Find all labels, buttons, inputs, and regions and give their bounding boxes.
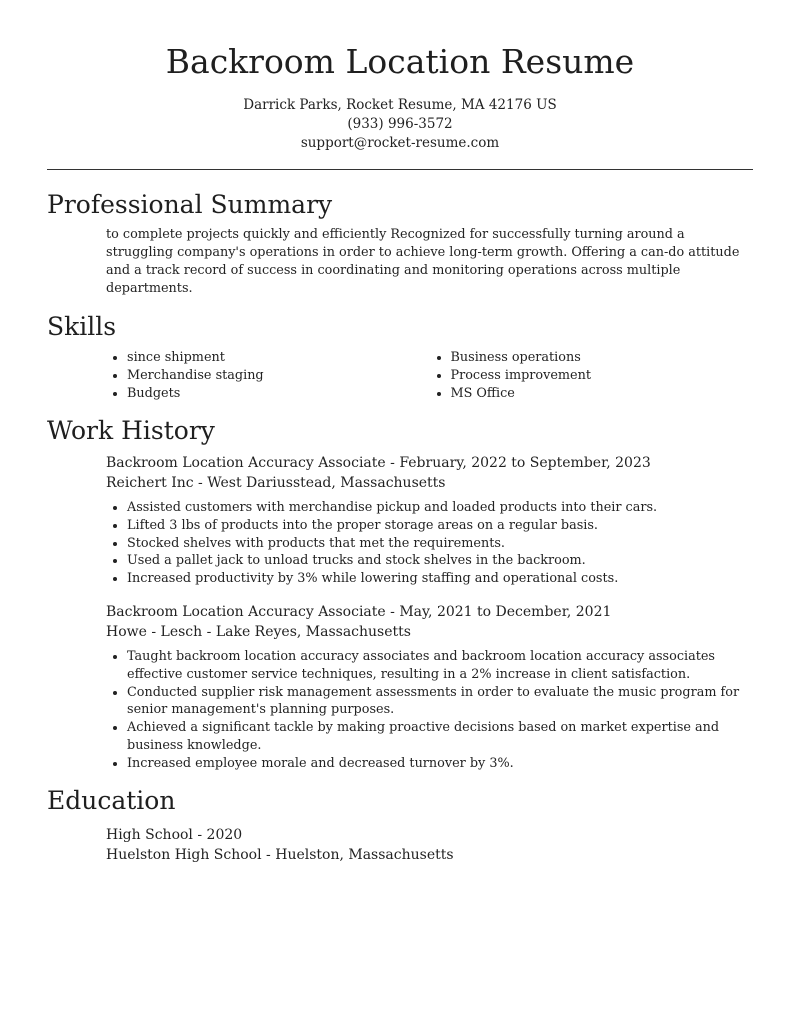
- header-divider: [47, 169, 753, 170]
- job-bullet: • Lifted 3 lbs of products into the proper storage areas on a regular basis.: [127, 517, 753, 535]
- education-location: Huelston, Massachusetts: [275, 846, 454, 863]
- job-location: West Dariusstead, Massachusetts: [207, 475, 446, 491]
- job-company-line: [106, 473, 753, 493]
- education-degree-line: [106, 825, 753, 845]
- work-history-section: [47, 415, 753, 773]
- job-bullet: • Increased productivity by 3% while lowering staffing and operational costs.: [127, 570, 753, 588]
- education-school: Huelston High School: [106, 846, 262, 863]
- job-company-line: [106, 622, 753, 642]
- skill-item: • Budgets: [127, 385, 430, 403]
- education-year: 2020: [206, 826, 243, 843]
- job-company: Howe - Lesch: [106, 623, 203, 640]
- skills-column-right: [430, 349, 754, 403]
- job-entry: [106, 453, 753, 588]
- separator: -: [202, 623, 216, 640]
- job-company: Reichert Inc: [106, 475, 194, 491]
- skills-list: [106, 349, 753, 403]
- separator: -: [193, 475, 208, 491]
- resume-title: Backroom Location Resume: [165, 42, 635, 81]
- job-dates: May, 2021 to December, 2021: [399, 603, 612, 620]
- resume-header: [47, 0, 753, 153]
- skills-heading: Skills: [47, 312, 117, 341]
- job-entry: [106, 602, 753, 773]
- job-bullet: • Assisted customers with merchandise pickup and loaded products into their cars.: [127, 499, 753, 517]
- skill-item: • since shipment: [127, 349, 430, 367]
- job-bullet: • Increased employee morale and decreased turnover by 3%.: [127, 755, 753, 773]
- skill-item: • Process improvement: [451, 367, 754, 385]
- job-title: Backroom Location Accuracy Associate: [106, 603, 386, 620]
- job-location: Lake Reyes, Massachusetts: [215, 623, 411, 640]
- work-history-heading: Work History: [47, 416, 215, 445]
- contact-phone: (933) 996-3572: [347, 116, 453, 132]
- education-degree: High School: [106, 826, 193, 843]
- education-entry: [106, 825, 753, 865]
- job-bullets: [106, 499, 753, 588]
- education-school-line: [106, 845, 753, 865]
- summary-section: [47, 189, 753, 298]
- skill-item: • Merchandise staging: [127, 367, 430, 385]
- contact-address: Darrick Parks, Rocket Resume, MA 42176 US: [243, 97, 557, 113]
- job-bullet: • Stocked shelves with products that met the requirements.: [127, 535, 753, 553]
- separator: -: [261, 846, 276, 863]
- separator: -: [192, 826, 207, 843]
- contact-info: [47, 96, 753, 153]
- contact-email: support@rocket-resume.com: [300, 135, 500, 151]
- job-bullets: [106, 648, 753, 773]
- education-heading: Education: [47, 785, 176, 815]
- job-bullet: • Conducted supplier risk management assessments in order to evaluate the music program for senior management's planning purposes.: [127, 684, 753, 720]
- skill-item: • MS Office: [451, 385, 754, 403]
- job-bullet: • Used a pallet jack to unload trucks and stock shelves in the backroom.: [127, 552, 753, 570]
- separator: -: [385, 455, 400, 471]
- job-title-line: [106, 453, 753, 473]
- job-title-line: [106, 602, 753, 622]
- summary-text: to complete projects quickly and efficiently Recognized for successfully turning around a struggling company's operations in order to achieve long-term growth. Offering a can-do attitude and a track record of success in coordinating and monitoring operations across multiple departments.: [106, 227, 740, 296]
- job-title: Backroom Location Accuracy Associate: [106, 455, 386, 471]
- skills-column-left: [106, 349, 430, 403]
- skills-section: [47, 311, 753, 403]
- job-dates: February, 2022 to September, 2023: [399, 455, 651, 471]
- summary-heading: Professional Summary: [47, 190, 333, 219]
- education-section: [47, 785, 753, 865]
- job-bullet: • Achieved a significant tackle by making proactive decisions based on market expertise and business knowledge.: [127, 719, 753, 755]
- job-bullet: • Taught backroom location accuracy associates and backroom location accuracy associates effective customer service techniques, resulting in a 2% increase in client satisfaction.: [127, 648, 753, 684]
- separator: -: [385, 603, 400, 620]
- skill-item: • Business operations: [451, 349, 754, 367]
